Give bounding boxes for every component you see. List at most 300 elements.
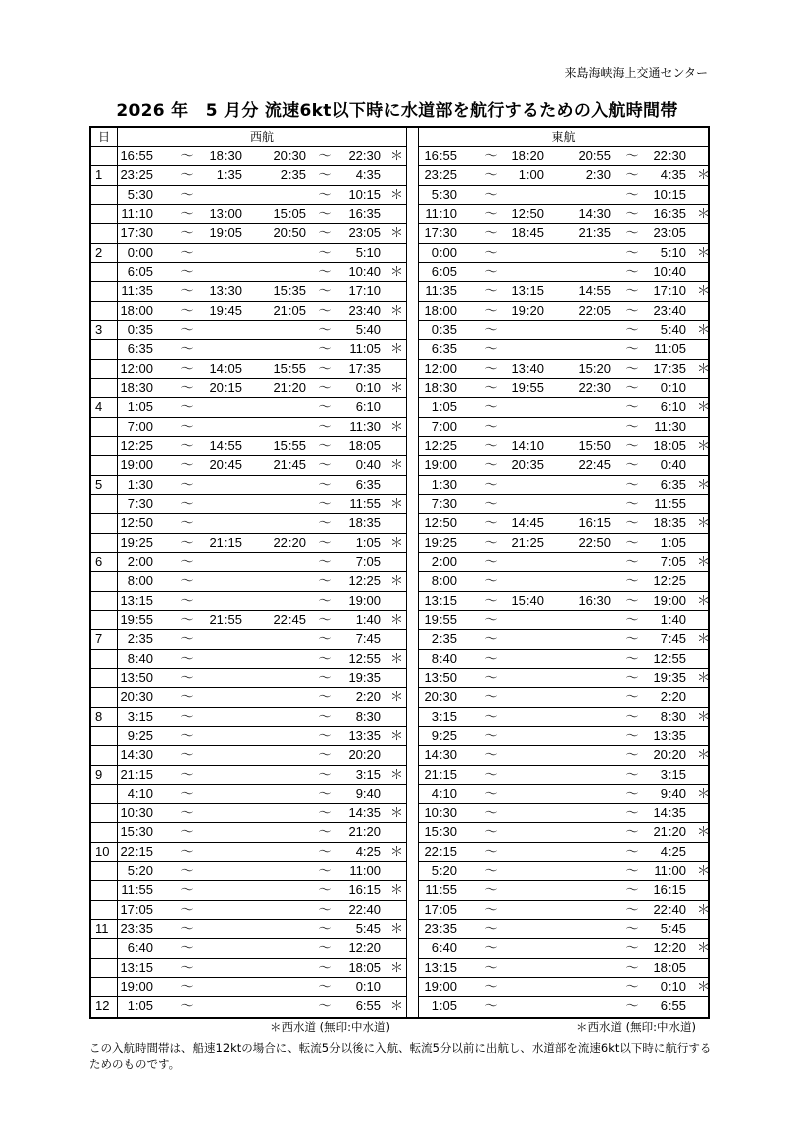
west-channel-mark: ＊ [390,650,404,666]
pause-end-time: 15:50 [578,437,611,453]
end-time: 21:20 [653,824,686,840]
range-separator: ～ [484,360,498,376]
west-channel-mark: ＊ [390,302,404,318]
table-body [91,147,711,1017]
range-separator: ～ [625,495,639,511]
start-time: 1:05 [127,399,153,415]
start-time: 7:30 [127,495,153,511]
end-time: 18:05 [653,959,686,975]
end-time: 19:00 [653,592,686,608]
pause-start-time: 21:55 [209,611,242,627]
end-time: 5:45 [660,921,686,937]
start-time: 23:35 [424,921,457,937]
westbound-cell [118,147,407,166]
eastbound-cell [418,456,708,475]
table-header-row [91,128,708,147]
range-separator: ～ [180,379,194,395]
westbound-cell [118,708,407,727]
west-channel-mark: ＊ [697,167,711,183]
end-time: 2:20 [355,689,381,705]
range-separator: ～ [484,805,498,821]
range-separator: ～ [625,418,639,434]
range-separator: ～ [484,901,498,917]
start-time: 11:35 [121,283,153,299]
eastbound-cell [418,263,708,282]
west-channel-mark: ＊ [390,882,404,898]
pause-start-time: 21:25 [511,534,544,550]
day-cell [91,147,118,166]
westbound-cell [118,263,407,282]
range-separator: ～ [625,631,639,647]
westbound-cell [118,881,407,900]
day-cell [91,862,118,881]
range-separator: ～ [625,167,639,183]
column-gap [407,224,418,243]
start-time: 7:00 [431,418,457,434]
day-cell [91,650,118,669]
column-gap [407,688,418,707]
range-separator: ～ [484,843,498,859]
day-cell: 3 [91,321,118,340]
end-time: 18:35 [653,515,686,531]
eastbound-cell [418,881,708,900]
westbound-cell [118,398,407,417]
westbound-cell [118,321,407,340]
column-gap [407,572,418,591]
range-separator: ～ [484,476,498,492]
table-row [91,224,708,243]
range-separator: ～ [180,167,194,183]
start-time: 4:10 [431,785,457,801]
eastbound-cell [418,823,711,842]
column-gap [407,611,418,630]
pause-end-time: 16:30 [578,592,611,608]
range-separator: ～ [625,283,639,299]
column-gap [407,630,418,649]
west-channel-mark: ＊ [697,631,711,647]
end-time: 10:40 [348,263,381,279]
range-separator: ～ [484,998,498,1014]
day-cell [91,901,118,920]
day-cell: 12 [91,997,118,1016]
day-cell [91,534,118,553]
pause-start-time: 13:15 [511,283,544,299]
westbound-cell [118,553,407,572]
range-separator: ～ [625,766,639,782]
westbound-cell [118,456,407,475]
day-cell: 6 [91,553,118,572]
start-time: 1:30 [127,476,153,492]
start-time: 1:30 [431,476,457,492]
start-time: 20:30 [424,689,457,705]
range-separator: ～ [318,399,332,415]
end-time: 0:10 [660,379,686,395]
end-time: 18:05 [348,959,381,975]
end-time: 11:00 [349,863,381,879]
start-time: 15:30 [424,824,457,840]
start-time: 6:05 [431,263,457,279]
end-time: 23:40 [653,302,686,318]
column-gap [407,708,418,727]
end-time: 19:35 [348,669,381,685]
eastbound-cell [418,804,708,823]
pause-end-time: 14:55 [578,283,611,299]
day-cell [91,611,118,630]
west-channel-mark: ＊ [390,225,404,241]
column-gap [407,843,418,862]
eastbound-cell [418,785,711,804]
table-row [91,804,708,823]
eastbound-cell [418,205,711,224]
range-separator: ～ [180,805,194,821]
range-separator: ～ [180,225,194,241]
range-separator: ～ [318,882,332,898]
westbound-cell [118,823,407,842]
range-separator: ～ [318,534,332,550]
start-time: 20:30 [120,689,153,705]
west-channel-mark: ＊ [390,727,404,743]
range-separator: ～ [180,611,194,627]
eastbound-cell [418,398,711,417]
range-separator: ～ [625,573,639,589]
range-separator: ～ [484,650,498,666]
eastbound-cell [418,553,711,572]
start-time: 19:55 [120,611,153,627]
end-time: 5:10 [660,244,686,260]
range-separator: ～ [318,167,332,183]
range-separator: ～ [180,573,194,589]
range-separator: ～ [484,882,498,898]
pause-end-time: 21:05 [273,302,306,318]
start-time: 2:35 [431,631,457,647]
end-time: 0:40 [660,457,686,473]
start-time: 23:25 [120,167,153,183]
range-separator: ～ [625,863,639,879]
eastbound-cell [418,727,708,746]
table-row [91,997,708,1016]
table-row [91,186,708,205]
start-time: 19:00 [120,979,153,995]
eastbound-cell [418,901,711,920]
end-time: 6:10 [660,399,686,415]
range-separator: ～ [318,302,332,318]
range-separator: ～ [318,553,332,569]
pause-start-time: 19:20 [511,302,544,318]
start-time: 17:05 [120,901,153,917]
end-time: 19:00 [348,592,381,608]
pause-start-time: 18:30 [209,148,242,163]
range-separator: ～ [484,766,498,782]
range-separator: ～ [318,979,332,995]
eastbound-cell [418,534,708,553]
column-gap [407,650,418,669]
range-separator: ～ [484,418,498,434]
end-time: 11:30 [349,418,381,434]
day-cell [91,205,118,224]
eastbound-cell [418,224,708,243]
range-separator: ～ [318,418,332,434]
start-time: 23:35 [120,921,153,937]
eastbound-cell [418,572,708,591]
range-separator: ～ [180,418,194,434]
start-time: 8:00 [431,573,457,589]
west-channel-mark: ＊ [390,959,404,975]
end-time: 10:15 [348,186,381,202]
range-separator: ～ [625,360,639,376]
start-time: 11:10 [425,205,457,221]
end-time: 14:35 [653,805,686,821]
column-gap [407,592,418,611]
pause-start-time: 13:00 [209,205,242,221]
table-row [91,708,711,727]
start-time: 9:25 [431,727,457,743]
eastbound-cell [418,282,711,301]
start-time: 5:30 [127,186,153,202]
range-separator: ～ [625,205,639,221]
table-row [91,650,708,669]
west-channel-mark: ＊ [697,940,711,956]
range-separator: ～ [180,437,194,453]
eastbound-cell [418,766,708,785]
start-time: 0:00 [431,244,457,260]
start-time: 17:30 [120,225,153,241]
range-separator: ～ [318,669,332,685]
westbound-cell [118,437,407,456]
start-time: 12:00 [424,360,457,376]
pause-end-time: 15:20 [578,360,611,376]
west-channel-mark: ＊ [697,399,711,415]
column-gap [407,746,418,765]
westbound-cell [118,746,407,765]
day-cell [91,978,118,997]
pause-start-time: 20:35 [511,457,544,473]
pause-start-time: 21:15 [209,534,242,550]
start-time: 19:00 [120,457,153,473]
pause-end-time: 21:45 [273,457,306,473]
eastbound-cell [418,959,708,978]
eastbound-cell [418,630,711,649]
pause-start-time: 18:20 [511,148,544,163]
end-time: 8:30 [355,708,381,724]
range-separator: ～ [180,495,194,511]
west-channel-mark: ＊ [697,360,711,376]
end-time: 10:15 [653,186,686,202]
range-separator: ～ [625,998,639,1014]
end-time: 23:40 [348,302,381,318]
range-separator: ～ [484,341,498,357]
west-channel-mark: ＊ [697,824,711,840]
west-channel-mark: ＊ [390,186,404,202]
end-time: 11:05 [349,341,381,357]
range-separator: ～ [318,515,332,531]
west-channel-mark: ＊ [697,669,711,685]
column-gap [407,321,418,340]
start-time: 11:55 [121,882,153,898]
westbound-cell [118,224,407,243]
end-time: 6:35 [355,476,381,492]
end-time: 3:15 [355,766,381,782]
end-time: 9:40 [355,785,381,801]
start-time: 8:00 [127,573,153,589]
range-separator: ～ [318,341,332,357]
range-separator: ～ [484,302,498,318]
table-row [91,476,711,495]
range-separator: ～ [484,186,498,202]
table-row [91,244,711,263]
start-time: 11:55 [425,882,457,898]
range-separator: ～ [625,321,639,337]
end-time: 22:40 [653,901,686,917]
range-separator: ～ [180,689,194,705]
table-row [91,534,708,553]
column-gap [407,205,418,224]
west-channel-mark: ＊ [390,921,404,937]
start-time: 18:30 [120,379,153,395]
end-time: 12:55 [653,650,686,666]
eastbound-cell [418,437,711,456]
column-gap [407,939,418,958]
eastbound-cell [418,147,708,166]
westbound-cell [118,282,407,301]
range-separator: ～ [484,573,498,589]
range-separator: ～ [484,708,498,724]
end-time: 12:25 [653,573,686,589]
end-time: 13:35 [653,727,686,743]
range-separator: ～ [318,205,332,221]
range-separator: ～ [484,689,498,705]
end-time: 2:20 [660,689,686,705]
westbound-cell [118,997,407,1016]
day-cell [91,302,118,321]
start-time: 11:10 [121,205,153,221]
west-channel-mark: ＊ [390,341,404,357]
range-separator: ～ [484,379,498,395]
eastbound-cell [418,862,711,881]
start-time: 12:25 [120,437,153,453]
column-gap [407,244,418,263]
end-time: 17:10 [348,283,381,299]
start-time: 10:30 [424,805,457,821]
range-separator: ～ [625,843,639,859]
west-channel-mark: ＊ [697,708,711,724]
end-time: 4:25 [355,843,381,859]
end-time: 7:45 [660,631,686,647]
header-east: 東航 [418,128,708,147]
day-cell [91,939,118,958]
range-separator: ～ [180,534,194,550]
west-channel-mark: ＊ [697,785,711,801]
pause-start-time: 13:40 [511,360,544,376]
day-cell: 2 [91,244,118,263]
start-time: 21:15 [120,766,153,782]
pause-start-time: 15:40 [511,592,544,608]
pause-end-time: 2:35 [280,167,306,183]
start-time: 16:55 [424,148,457,163]
range-separator: ～ [180,901,194,917]
eastbound-cell [418,302,708,321]
range-separator: ～ [484,747,498,763]
end-time: 4:35 [355,167,381,183]
range-separator: ～ [625,940,639,956]
west-channel-mark: ＊ [390,573,404,589]
end-time: 4:25 [660,843,686,859]
west-channel-mark: ＊ [697,592,711,608]
range-separator: ～ [318,573,332,589]
west-channel-mark: ＊ [697,321,711,337]
range-separator: ～ [484,611,498,627]
west-channel-mark: ＊ [390,689,404,705]
range-separator: ～ [318,650,332,666]
end-time: 7:05 [660,553,686,569]
end-time: 4:35 [660,167,686,183]
end-time: 0:10 [660,979,686,995]
end-time: 1:40 [355,611,381,627]
end-time: 19:35 [653,669,686,685]
pause-start-time: 19:45 [209,302,242,318]
pause-end-time: 22:20 [273,534,306,550]
start-time: 5:30 [431,186,457,202]
range-separator: ～ [180,148,194,163]
west-channel-mark: ＊ [390,611,404,627]
day-cell [91,418,118,437]
day-cell [91,746,118,765]
table-row [91,282,711,301]
table-row [91,688,708,707]
end-time: 11:55 [349,495,381,511]
table-row [91,418,708,437]
range-separator: ～ [180,553,194,569]
range-separator: ～ [625,302,639,318]
range-separator: ～ [180,399,194,415]
range-separator: ～ [484,921,498,937]
column-gap [407,398,418,417]
eastbound-cell [418,978,711,997]
start-time: 16:55 [120,148,153,163]
range-separator: ～ [625,592,639,608]
end-time: 5:40 [660,321,686,337]
range-separator: ～ [318,727,332,743]
table-row [91,592,711,611]
day-cell [91,282,118,301]
pause-start-time: 1:35 [216,167,242,183]
range-separator: ～ [484,940,498,956]
range-separator: ～ [484,959,498,975]
range-separator: ～ [180,708,194,724]
start-time: 7:00 [127,418,153,434]
table-row [91,147,708,166]
start-time: 5:20 [431,863,457,879]
range-separator: ～ [625,553,639,569]
range-separator: ～ [625,244,639,260]
end-time: 6:10 [355,399,381,415]
footnote: この入航時間帯は、船速12ktの場合に、転流5分以後に入航、転流5分以前に出航し、水道部を流速6kt以下時に航行するためのものです。 [89,1041,712,1071]
eastbound-cell [418,688,708,707]
table-row [91,766,708,785]
end-time: 6:55 [660,998,686,1014]
end-time: 11:00 [654,863,686,879]
start-time: 7:30 [431,495,457,511]
west-channel-mark: ＊ [697,244,711,260]
day-cell [91,727,118,746]
west-channel-mark: ＊ [697,205,711,221]
west-channel-mark: ＊ [697,979,711,995]
column-gap [407,340,418,359]
day-cell [91,959,118,978]
range-separator: ～ [318,766,332,782]
day-cell [91,360,118,379]
eastbound-cell [418,418,708,437]
column-gap [407,379,418,398]
